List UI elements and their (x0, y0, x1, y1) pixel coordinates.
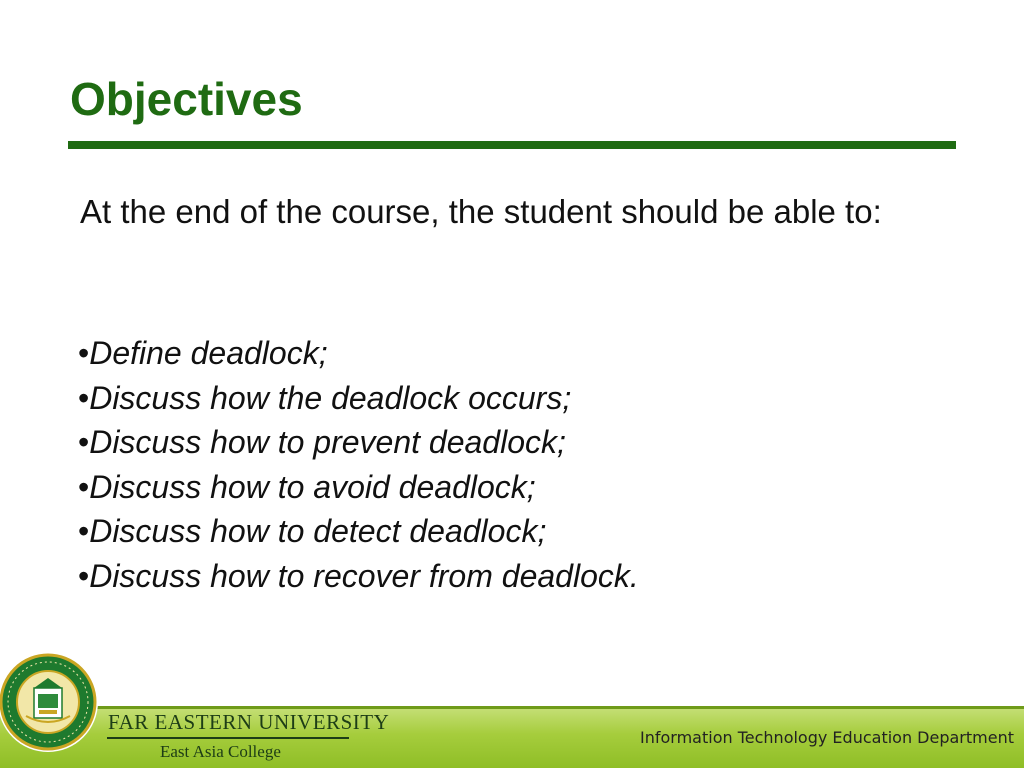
list-item (78, 554, 958, 599)
university-seal-icon (0, 648, 102, 758)
footer-divider (0, 706, 1024, 709)
list-item-text: Discuss how to prevent deadlock; (89, 424, 566, 461)
bullet-marker: • (78, 557, 90, 594)
list-item-text: Define deadlock; (89, 335, 328, 371)
college-name: East Asia College (160, 742, 281, 761)
university-name: FAR EASTERN UNIVERSITY (108, 710, 390, 734)
bullet-marker: • (78, 513, 90, 550)
intro-text: At the end of the course, the student should be able to: (80, 193, 882, 230)
department-name: Information Technology Education Department (640, 728, 1014, 747)
list-item-text: Discuss how the deadlock occurs; (89, 379, 572, 416)
list-item (78, 465, 958, 510)
title-underline (68, 141, 956, 149)
bullet-marker: • (78, 379, 90, 416)
bullet-marker: • (78, 468, 90, 505)
bullet-marker: • (78, 424, 90, 461)
slide-title: Objectives (70, 73, 303, 125)
list-item-text: Discuss how to avoid deadlock; (89, 468, 536, 505)
list-item (78, 420, 958, 465)
list-item (78, 509, 958, 554)
list-item-text: Discuss how to recover from deadlock. (89, 557, 639, 594)
bullet-marker: • (78, 335, 90, 371)
list-item-text: Discuss how to detect deadlock; (89, 513, 547, 550)
list-item (78, 376, 958, 421)
objectives-list (78, 331, 958, 599)
list-item (78, 331, 958, 376)
university-name-rule (107, 737, 349, 739)
